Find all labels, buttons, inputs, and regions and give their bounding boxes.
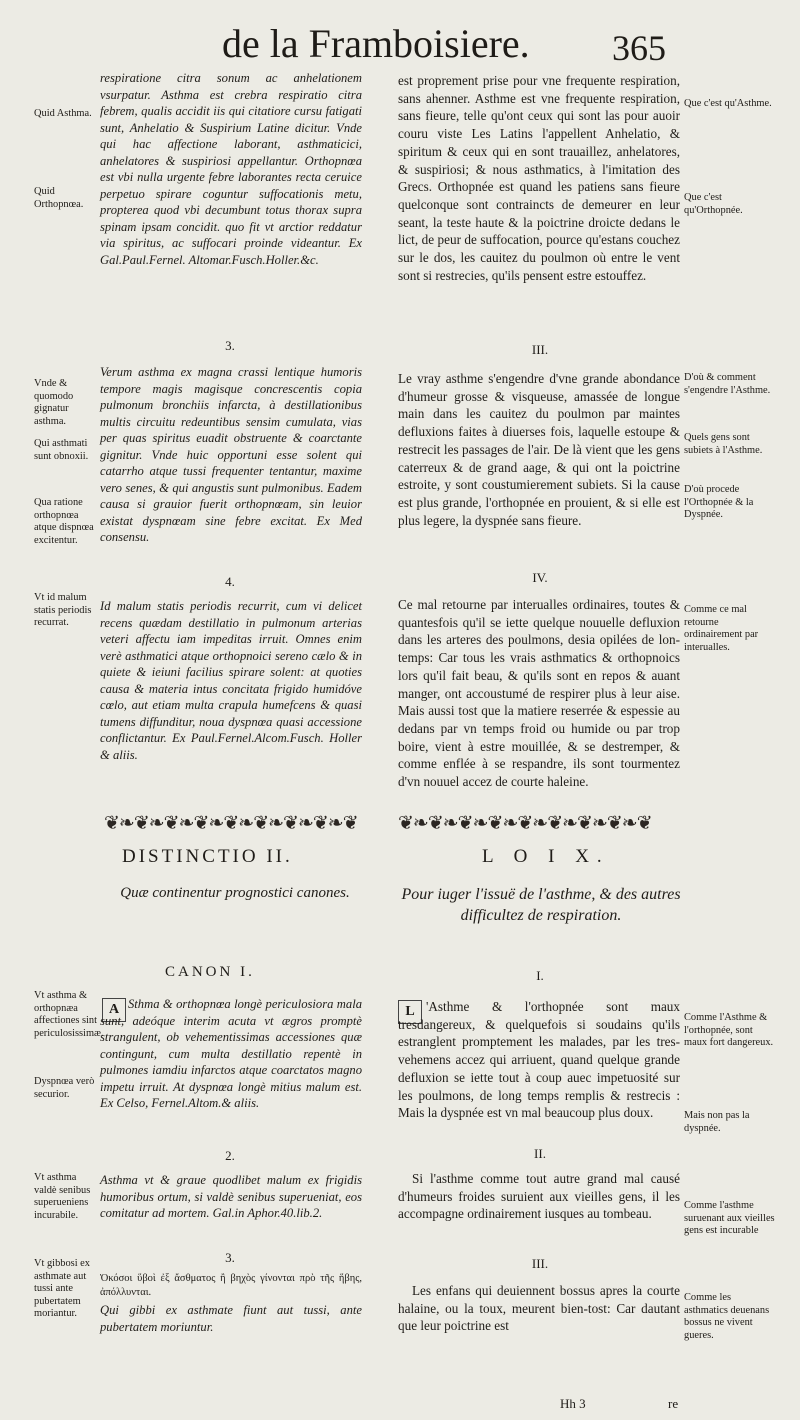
latin-paragraph — [100, 70, 362, 330]
law-paragraph — [398, 1282, 680, 1338]
running-head: de la Framboisiere. — [222, 21, 530, 66]
law-text: Les enfans qui deuiennent bossus apres la courte halaine, ou la toux, meurent bien-tost: Car dautant que leur poictrine est — [398, 1283, 680, 1334]
margin-note-right: Que c'est qu'Orthopnée. — [684, 192, 743, 216]
margin-note-left: Vt id malum statis periodis recurrat. — [34, 592, 92, 628]
margin-note-right: Comme l'asthme suruenant aux vieilles gens est incurable — [684, 1200, 775, 1236]
canon-text: Asthma vt & graue quodlibet malum ex frigidis humoribus ortum, si valdè senibus superueniat, eos comitatur ad mortem. Gal.in Aphor.40.lib.2. — [100, 1173, 362, 1220]
latin-text: respiratione citra sonum ac anhelationem vsurpatur. Asthma est crebra respiratio citra febrem, qualis accidit iis qui citatiore cursu fatigati sunt, Anhelatio & Suspirium Latine dicitur. Vnde qui hac affectione laborant, asthmaticici, anhelatores & suspiriosi appellantur. Orthopnœa est vbi nulla urgente febre laborantes recta ceruice perpetuo spirare coguntur suffocationis metu, propterea quod vbi decumbunt totus thorax supra spinam ipsam concidit. quo fit vt arctior reddatur via spiritus, ac suffocari proinde videantur. Ex Gal.Paul.Fernel. Altomar.Fusch.Holler.&c. — [100, 71, 362, 267]
margin-note-left: Qui asthmati sunt obnoxii. — [34, 438, 89, 462]
margin-note-right: Comme l'Asthme & l'orthopnée, sont maux fort dangereux. — [684, 1012, 774, 1048]
french-text: est proprement prise pour vne frequente respiration, sans ahenner. Asthme est vne frequente respiration, sans fieure, telle qu'ont ceux qui sont las pour auoir couru viste Les Latins l'appellent Anhelatio, & spiritum & ceux qui en sont trauaillez, anhelatores, & suspiriosi; & nous asthmatics, à l'imitation des Grecs. Orthopnée est quand les patiens sans fieure quelconque sont contraincts de demeurer en leur seant, la teste haute & la poictrine droicte dedans le lict, de peur de suffocation, pource qu'estans couchez sur le dos, les cauitez du poulmon où entre le vent sont si restrecies, qu'ils pensent estre estouffez. — [398, 73, 680, 283]
margin-note-left: Qua ratione orthopnœa atque dispnœa excitentur. — [34, 497, 94, 546]
page-number: 365 — [612, 28, 666, 68]
french-paragraph — [398, 596, 680, 810]
latin-paragraph — [100, 364, 362, 564]
margin-note-right: D'où procede l'Orthopnée & la Dyspnée. — [684, 484, 754, 520]
margin-note-left: Vt gibbosi ex asthmate aut tussi ante pubertatem moriantur. — [34, 1258, 90, 1319]
latin-text: Verum asthma ex magna crassi lentique humoris tempore magis magisque concrescentis copia pulmonum bronchiis infarcta, à destillationibus multis circuitu redeuntibus sensim cumulata, vias per quas spiritus euadit obstruente & coarctante gignitur. Vnde huic opportuni esse solent qui catarrho atque tussi frequenter tentantur, maxime vero senes, & qui angustis sunt pulmonibus. Eadem causa si grauior fuerit orthopnœam, sin leuior existat dyspnœam sine febre excitat. Ex Med consensu. — [100, 365, 362, 544]
section-number: III. — [531, 342, 549, 357]
canon-heading: CANON I. — [165, 964, 255, 980]
loix-heading: L O I X. — [482, 846, 610, 867]
canon-text: Qui gibbi ex asthmate fiunt aut tussi, ante pubertatem moriuntur. — [100, 1303, 362, 1334]
margin-note-right: Comme ce mal retourne ordinairement par interualles. — [684, 604, 759, 653]
section-number: 4. — [225, 574, 235, 589]
margin-note-left: Vt asthma & orthopnæa affectiones sint periculosissimæ. — [34, 990, 104, 1039]
section-number: 3. — [225, 338, 235, 353]
drop-cap: L — [398, 1000, 422, 1024]
distinctio-subtitle: Quæ continentur prognostici canones. — [120, 885, 350, 901]
margin-note-right: Comme les asthmatics deuenans bossus ne vivent gueres. — [684, 1292, 770, 1341]
section-number: III. — [531, 1256, 549, 1271]
margin-note-left: Quid Orthopnœa. — [34, 186, 84, 210]
margin-note-right: Quels gens sont subiets à l'Asthme. — [684, 432, 763, 456]
margin-note-right: Mais non pas la dyspnée. — [684, 1110, 750, 1134]
canon-text: Sthma & orthopnœa longè periculosiora mala sunt, adeóque interim acuta vt ægros promptè strangulent, ob vehementissimas accessiones quæ contingunt, cum multa destillatio repentè in pulmones iamdiu infarctos atque coarctatos magno impetu irruit. At dyspnœa longè mitius malum est. Ex Celso, Fernel.Altom.& aliis. — [100, 997, 362, 1110]
section-number: I. — [536, 968, 544, 983]
section-number: IV. — [532, 570, 548, 585]
canon-paragraph — [100, 1302, 362, 1342]
greek-aphorism: Ὁκόσοι ὕβοὶ ἐξ ἄσθματος ἢ βηχὸς γίνονται πρὸ τῆς ἥβης, ἀπόλλυνται. — [100, 1273, 362, 1298]
latin-paragraph — [100, 598, 362, 808]
section-number: 3. — [225, 1250, 235, 1265]
margin-note-left: Dyspnœa verò securior. — [34, 1076, 95, 1100]
law-text: 'Asthme & l'orthopnée sont maux tresdangereux, & quelquefois si soudains qu'ils estranglent promptement les malades, par les tres-vehemens accez qui arriuent, quand quelque grande defluxion se iette tout à coup auec impetuosité sur les poulmons, de long temps remplis & restrecis : Mais la dyspnée est vn mal beaucoup plus doux. — [398, 999, 680, 1121]
canon-paragraph — [100, 1172, 362, 1242]
margin-note-left: Vt asthma valdè senibus superueniens incurabile. — [34, 1172, 91, 1221]
section-number: II. — [534, 1146, 546, 1161]
margin-note-left: Vnde & quomodo gignatur asthma. — [34, 378, 74, 427]
fleuron-band-right: ❦❧❦❧❦❧❦❧❦❧❦❧❦❧❦❧❦ — [398, 813, 652, 834]
loix-subtitle: Pour iuger l'issuë de l'asthme, & des autres difficultez de respiration. — [401, 886, 681, 924]
french-paragraph — [398, 72, 680, 342]
law-paragraph — [398, 998, 680, 1136]
french-text: Ce mal retourne par interualles ordinaires, toutes & quantesfois qu'il se iette quelque nouuelle defluxion dans les arteres des poulmons, desia opilées de lon-temps: Car tous les vrais asthmatics & orthopnoics lors qu'il fait beau, & qu'ils sont en repos & auant manger, ont accoustumé de respirer plus à leur aise. Mais aussi tost que la matiere reserrée & espessie au dedans par vn temps froid ou humide ou par trop boire, vient à estre mouillée, & se destremper, & comme enflée à se respandre, ils sont tourmentez d'vn nouuel accez de courte haleine. — [398, 597, 680, 790]
section-number: 2. — [225, 1148, 235, 1163]
fleuron-band-left: ❦❧❦❧❦❧❦❧❦❧❦❧❦❧❦❧❦ — [104, 813, 358, 834]
latin-text: Id malum statis periodis recurrit, cum vi delicet recens quædam destillatio in pulmonum arterias veteri affectu iam impeditas irruit. Omnes enim verè asthmatici atque orthopnoici sereno cælo & in quiete & ieiuni facilius spirare solent: at quoties causa & materia intus concitata frigido humidóve cœlo, aut etiam multa crapula humefcens & quasi tumens diffunditur, noua dyspnœa quasi accessione conflictantur. Ex Paul.Fernel.Alcom.Fusch. Holler & aliis. — [100, 599, 362, 762]
law-text: Si l'asthme comme tout autre grand mal causé d'humeurs froides suruient aux vieilles gens, il les accompagne ordinairement iusques au tombeau. — [398, 1171, 680, 1222]
margin-note-left: Quid Asthma. — [34, 108, 92, 119]
signature-mark: Hh 3 — [560, 1396, 586, 1411]
french-text: Le vray asthme s'engendre d'vne grande abondance d'humeur grosse & visqueuse, amassée de longue main dans les cauitez du poulmon par maintes defluxions faites à diuerses fois, laquelle estoupe & restrecit les passages de l'air. De là vient que les gens caterreux & de grand aage, & qui ont la poictrine estroite, y sont coustumierement subiets. Si la cause est plus grande, l'orthopnée en prouient, & si elle est plus legere, la dyspnée sans fieure. — [398, 371, 680, 528]
french-paragraph — [398, 370, 680, 560]
catchword: re — [668, 1396, 679, 1411]
margin-note-right: D'où & comment s'engendre l'Asthme. — [684, 372, 771, 396]
distinctio-heading: DISTINCTIO II. — [122, 846, 293, 867]
margin-note-right: Que c'est qu'Asthme. — [684, 98, 772, 109]
canon-paragraph — [100, 996, 362, 1108]
law-paragraph — [398, 1170, 680, 1242]
drop-cap: A — [102, 998, 126, 1022]
